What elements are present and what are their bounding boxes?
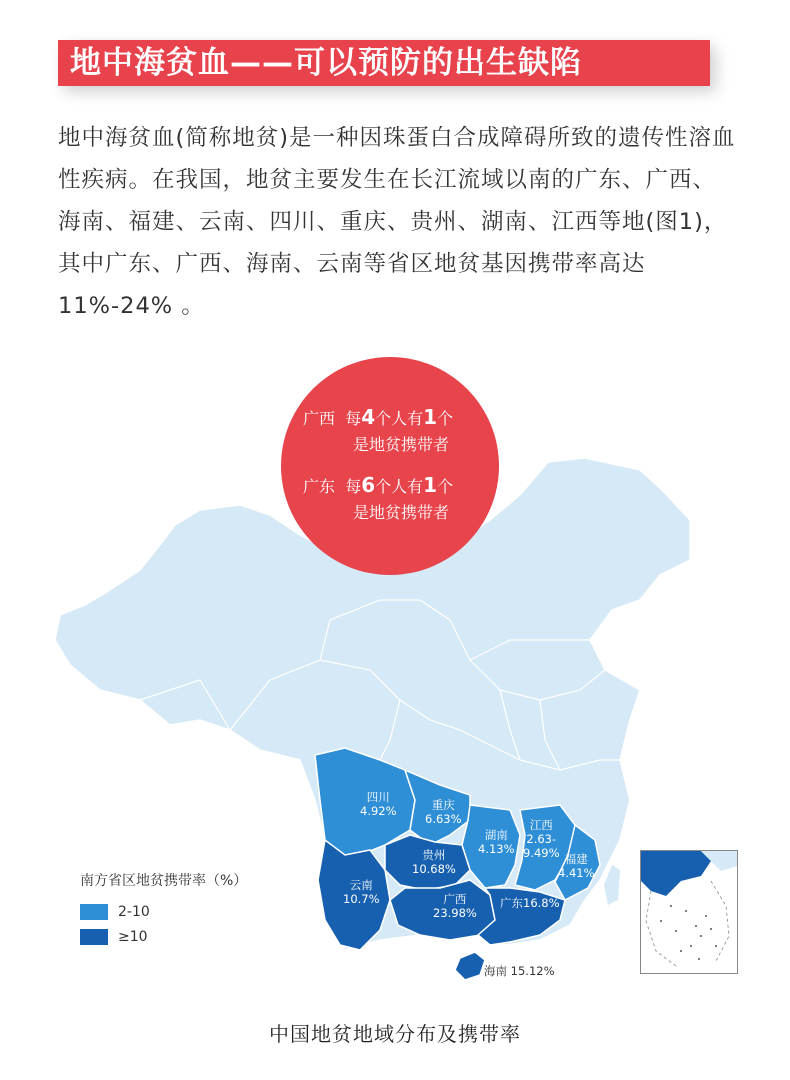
province-rate: 4.41% [558,866,595,880]
inset-map [641,851,737,973]
province-rate: 9.49% [523,846,560,860]
province-name: 福建 [564,852,588,866]
province-name: 湖南 [484,828,508,842]
province-rate: 2.63- [526,832,557,846]
callout-number: 4 [361,405,376,429]
province-name: 贵州 [422,848,446,862]
label-chongqing [425,798,462,826]
province-rate: 16.8% [523,896,560,910]
page-title: 地中海贫血——可以预防的出生缺陷 [58,40,710,86]
legend-label: ≥10 [118,929,148,945]
legend-item [80,929,247,945]
label-jiangxi [523,818,560,860]
label-guangdong [500,896,560,910]
label-hunan [478,828,515,856]
callout-text: 个人有 [375,477,424,496]
callout-guangdong-province: 广东 [303,477,336,496]
label-guangxi [433,892,477,920]
callout-number: 6 [361,473,376,497]
province-name: 广东 [500,896,523,910]
callout-number: 1 [423,473,438,497]
map-legend [80,870,247,954]
label-fujian [558,852,595,880]
map-caption: 中国地贫地域分布及携带率 [269,1022,521,1046]
legend-swatch-light [80,904,108,920]
callout-text: 个 [437,477,454,496]
callout-guangxi-line2: 是地贫携带者 [353,435,450,454]
callout-guangxi-line1 [303,405,453,431]
province-rate: 10.7% [343,892,380,906]
callout-text: 个 [437,409,454,428]
label-guizhou [412,848,456,876]
callout-text: 每 [345,409,362,428]
legend-label: 2-10 [118,904,150,920]
province-rate: 23.98% [433,906,477,920]
legend-item [80,904,247,920]
province-rate: 6.63% [425,812,462,826]
province-rate: 4.13% [478,842,515,856]
legend-swatch-dark [80,929,108,945]
province-name: 四川 [366,790,390,804]
callout-text: 个人有 [375,409,424,428]
label-sichuan [360,790,397,818]
callout-text: 每 [345,477,362,496]
province-rate: 4.92% [360,804,397,818]
province-rate: 10.68% [412,862,456,876]
callout-guangxi-province: 广西 [303,409,336,428]
taiwan-shape [604,865,620,905]
intro-paragraph: 地中海贫血(简称地贫)是一种因珠蛋白合成障碍所致的遗传性溶血性疾病。在我国，地贫主要发生在长江流域以南的广东、广西、海南、福建、云南、四川、重庆、贵州、湖南、江西等地(图1)，其中广东、广西、海南、云南等省区地贫基因携带率高达11%-24% 。 [58,125,736,319]
province-name: 重庆 [431,798,455,812]
province-name: 云南 [349,878,373,892]
south-china-sea-inset [640,850,738,974]
province-name: 江西 [529,818,553,832]
province-rate: 15.12% [510,964,555,978]
legend-title: 南方省区地贫携带率（%） [80,873,248,889]
callout-guangdong-line1 [303,473,453,499]
region-hainan [455,952,485,980]
carrier-callout-circle [281,357,499,575]
province-name: 海南 [484,964,507,978]
callout-guangdong-line2: 是地贫携带者 [353,503,450,522]
province-name: 广西 [443,892,467,906]
label-hainan [484,963,555,979]
label-yunnan [343,878,380,906]
callout-number: 1 [423,405,438,429]
